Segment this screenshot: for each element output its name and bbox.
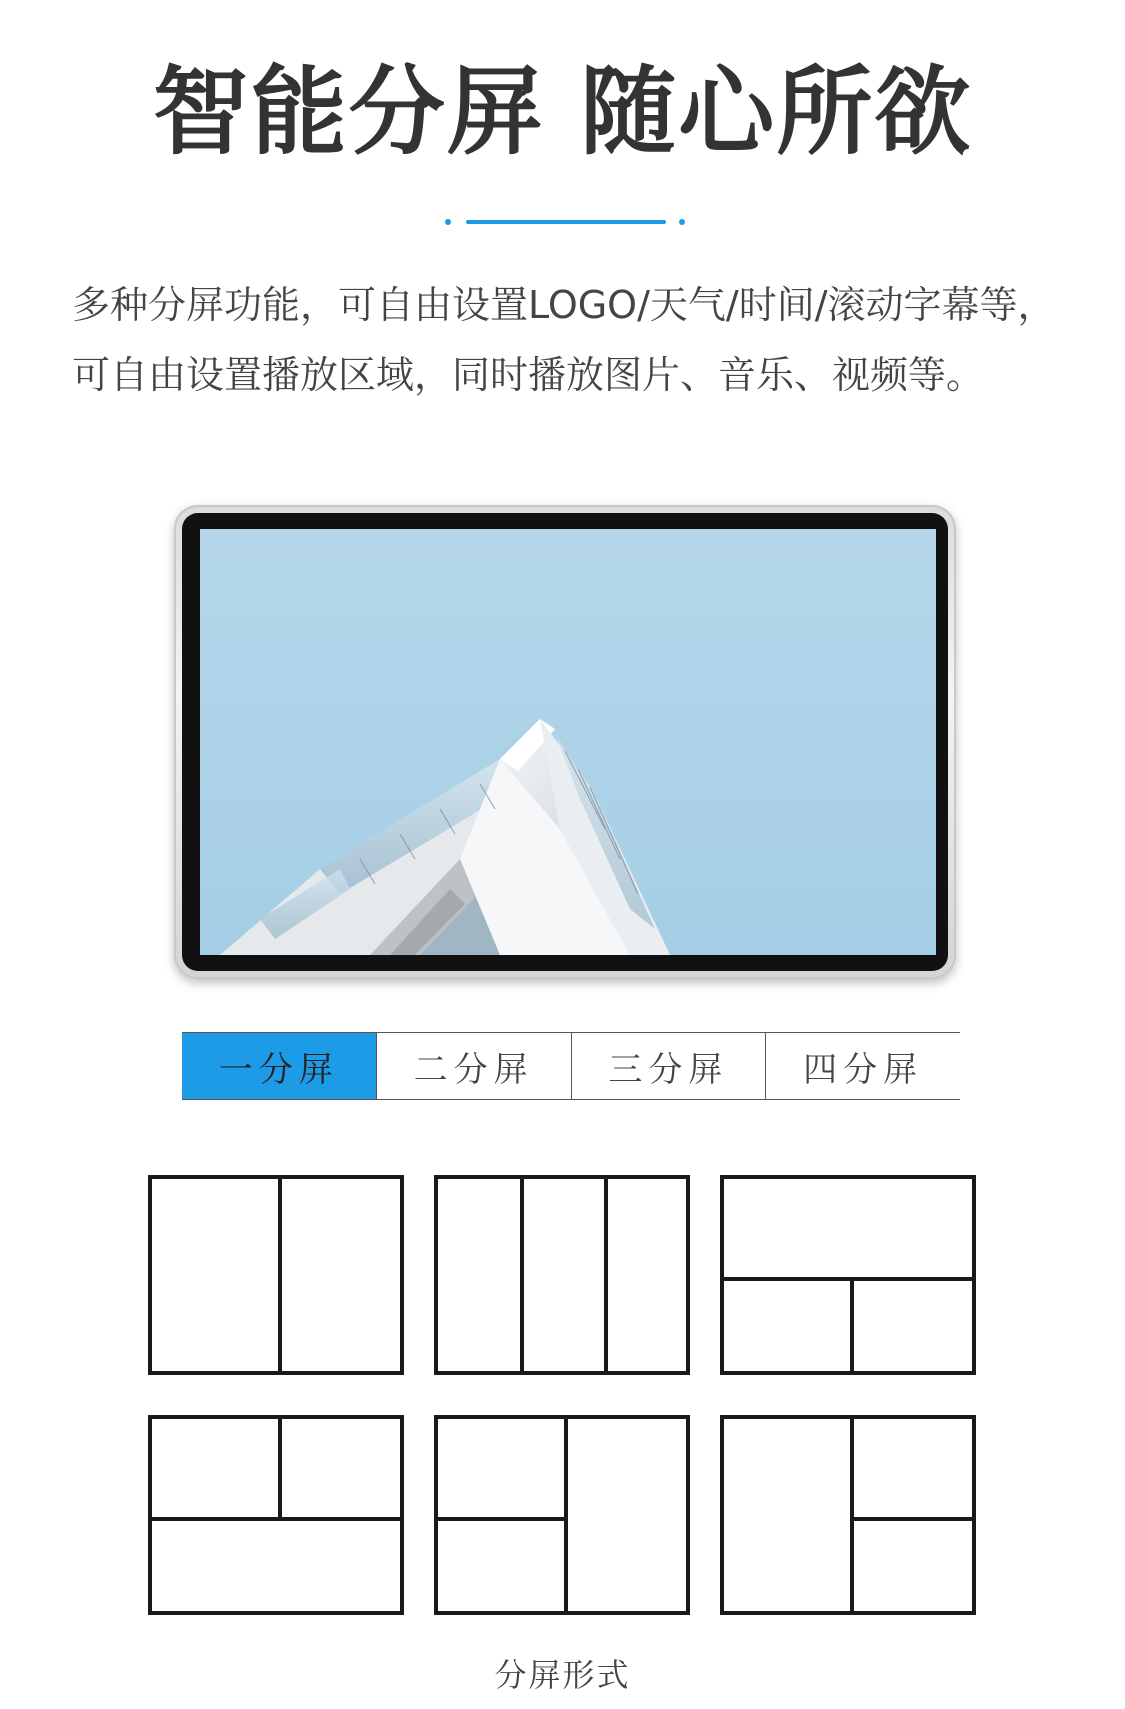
- layout-three-vertical: [434, 1175, 690, 1375]
- page-title: 智能分屏 随心所欲: [152, 56, 973, 168]
- layout-left-stack-right-full: [434, 1415, 690, 1615]
- feature-description: 多种分屏功能，可自由设置LOGO/天气/时间/滚动字幕等，可自由设置播放区域，同时播放图片、音乐、视频等。: [72, 283, 1056, 397]
- tab-one-split[interactable]: 一分屏: [182, 1033, 376, 1099]
- tab-three-split[interactable]: 三分屏: [571, 1033, 766, 1099]
- title-divider: [445, 218, 685, 226]
- layout-divider: [564, 1419, 568, 1611]
- layouts-caption: 分屏形式: [494, 1656, 631, 1694]
- layout-divider: [850, 1277, 854, 1371]
- layout-divider: [438, 1517, 568, 1521]
- layout-divider: [604, 1179, 608, 1371]
- layout-divider: [724, 1277, 972, 1281]
- divider-line: [466, 220, 666, 224]
- layout-divider: [278, 1179, 282, 1371]
- tab-two-split[interactable]: 二分屏: [376, 1033, 571, 1099]
- layout-two-vertical: [148, 1175, 404, 1375]
- divider-dot-right: [679, 219, 685, 225]
- monitor-screen: [200, 529, 936, 955]
- layout-left-full-right-stack: [720, 1415, 976, 1615]
- layout-divider: [278, 1419, 282, 1521]
- layout-divider: [850, 1419, 854, 1611]
- building-photo: [200, 529, 936, 955]
- layout-divider: [152, 1517, 400, 1521]
- layout-divider: [850, 1517, 972, 1521]
- layout-top-two-bottom: [720, 1175, 976, 1375]
- tab-four-split[interactable]: 四分屏: [765, 1033, 960, 1099]
- split-screen-tabs: [182, 1032, 960, 1100]
- divider-dot-left: [445, 219, 451, 225]
- layout-two-top-one-bottom: [148, 1415, 404, 1615]
- layout-divider: [520, 1179, 524, 1371]
- display-monitor: [174, 505, 956, 979]
